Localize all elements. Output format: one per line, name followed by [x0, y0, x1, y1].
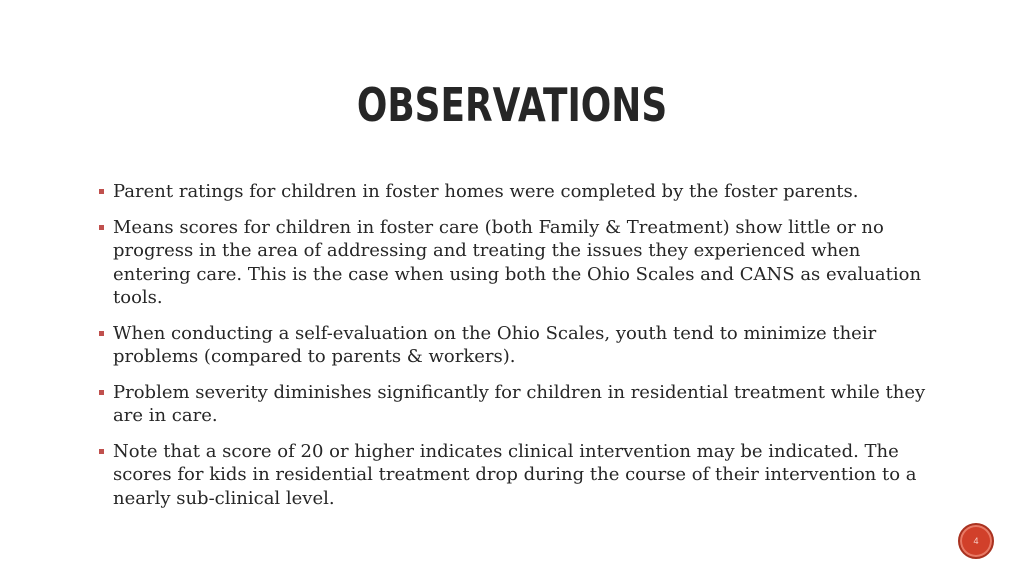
bullet-list [96, 180, 936, 522]
list-item [96, 440, 936, 511]
square-bullet-icon [99, 331, 104, 336]
slide-title: OBSERVATIONS [356, 78, 668, 132]
bullet-text: Means scores for children in foster care (both Family & Treatment) show little or no progress in the area of addressing and treating the issues they experienced when entering care. This is the case when using both the Ohio Scales and CANS as evaluation tools. [113, 216, 922, 308]
square-bullet-icon [99, 390, 104, 395]
bullet-text: When conducting a self-evaluation on the Ohio Scales, youth tend to minimize their problems (compared to parents & workers). [113, 322, 877, 367]
bullet-text: Problem severity diminishes significantly for children in residential treatment while they are in care. [113, 381, 926, 426]
bullet-text: Parent ratings for children in foster homes were completed by the foster parents. [113, 181, 859, 202]
square-bullet-icon [99, 225, 104, 230]
bullet-text: Note that a score of 20 or higher indicates clinical intervention may be indicated. The scores for kids in residential treatment drop during the course of their intervention to a nearly sub-clinical level. [113, 440, 917, 509]
list-item [96, 322, 936, 369]
square-bullet-icon [99, 449, 104, 454]
list-item [96, 381, 936, 428]
page-number-badge: 4 [958, 523, 994, 559]
list-item [96, 180, 936, 204]
square-bullet-icon [99, 189, 104, 194]
list-item [96, 216, 936, 310]
